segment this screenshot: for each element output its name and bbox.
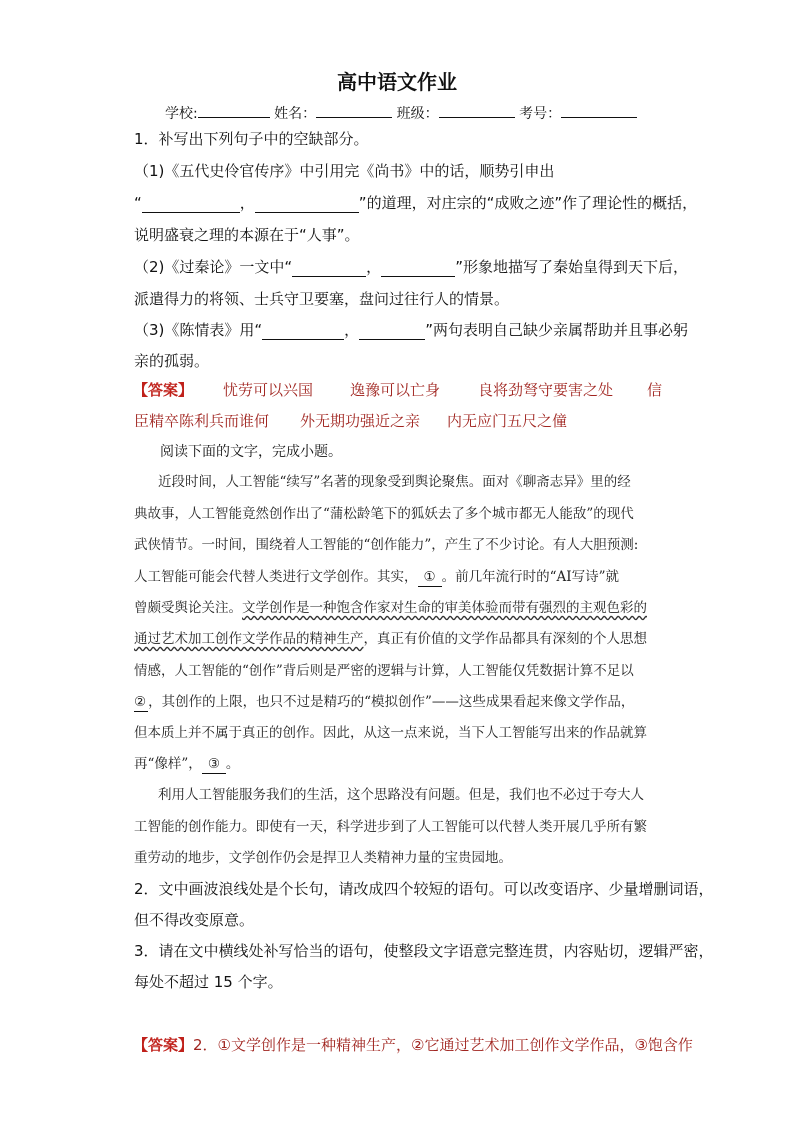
wavy-long-sentence-part-1: 文学创作是一种饱含作家对生命的审美体验而带有强烈的主观色彩的: [242, 600, 647, 616]
class-field[interactable]: [439, 103, 515, 118]
passage-line-5: 曾颇受舆论关注。文学创作是一种饱含作家对生命的审美体验而带有强烈的主观色彩的: [134, 600, 647, 616]
passage-line-8: ② ，其创作的上限，也只不过是精巧的“模拟创作”——这些成果看起来像文学作品，: [134, 694, 635, 710]
passage-p2-line-1: 利用人工智能服务我们的生活，这个思路没有问题。但是，我们也不必过于夸大人: [158, 787, 644, 803]
question-1-part-3-line-a: （3)《陈情表》用“ ， ”两句表明自己缺少亲属帮助并且事必躬: [134, 321, 688, 339]
passage-line-9: 但本质上并不属于真正的创作。因此，从这一点来说，当下人工智能写出来的作品就算: [134, 725, 647, 741]
blank-3[interactable]: [292, 260, 366, 277]
blank-6[interactable]: [359, 323, 425, 340]
passage-p2-line-2: 工智能的创作能力。即使有一天，科学进步到了人工智能可以代替人类开展几乎所有繁: [134, 819, 647, 835]
answer-1-item-7: 内无应门五尺之僮: [447, 412, 568, 430]
question-1-part-2-line-b: 派遣得力的将领、士兵守卫要塞，盘问过往行人的情景。: [134, 290, 510, 308]
passage-line-10: 再“像样”， ③ 。: [134, 756, 240, 772]
passage-line-3: 武侠情节。一时间，围绕着人工智能的“创作能力”，产生了不少讨论。有人大胆预测:: [134, 537, 639, 553]
passage-line-2: 典故事，人工智能竟然创作出了“蒲松龄笔下的狐妖去了多个城市都无人能敌”的现代: [134, 506, 634, 522]
school-label: 学校:: [165, 106, 198, 122]
question-1-part-1-line-a: （1)《五代史伶官传序》中引用完《尚书》中的话，顺势引申出: [134, 162, 555, 180]
blank-1[interactable]: [142, 196, 240, 213]
question-3-line-2: 每处不超过 15 个字。: [134, 973, 283, 991]
question-3-line-1: 3．请在文中横线处补写恰当的语句，使整段文字语意完整连贯，内容贴切，逻辑严密，: [134, 942, 714, 960]
passage-line-1: 近段时间，人工智能“续写”名著的现象受到舆论聚焦。面对《聊斋志异》里的经: [158, 474, 631, 490]
blank-5[interactable]: [262, 323, 344, 340]
passage-line-4: 人工智能可能会代替人类进行文学创作。其实， ① 。前几年流行时的“AI写诗”就: [134, 569, 619, 585]
number-label: 考号：: [519, 106, 562, 122]
passage-line-7: 情感，人工智能的“创作”背后则是严密的逻辑与计算，人工智能仅凭数据计算不足以: [134, 663, 634, 679]
question-1-part-3-line-b: 亲的孤弱。: [134, 352, 210, 370]
answer-1-item-2: 逸豫可以亡身: [350, 381, 441, 399]
blank-4[interactable]: [381, 260, 455, 277]
school-field[interactable]: [198, 103, 270, 118]
answer-1-item-4: 信: [647, 381, 663, 399]
answer-1-item-1: 忧劳可以兴国: [223, 381, 314, 399]
passage-p2-line-3: 重劳动的地步，文学创作仍会是捍卫人类精神力量的宝贵园地。: [134, 850, 512, 866]
answer-2-text: 2．①文学创作是一种精神生产，②它通过艺术加工创作文学作品，③饱含作: [193, 1036, 693, 1054]
question-1-part-2-line-a: （2)《过秦论》一文中“ ， ”形象地描写了秦始皇得到天下后，: [134, 258, 688, 276]
class-label: 班级：: [396, 106, 439, 122]
answer-1-item-6: 外无期功强近之亲: [300, 412, 421, 430]
answer-1-label: 【答案】: [133, 381, 194, 399]
question-1-part-1-line-b: “ ， ”的道理，对庄宗的“成败之迹”作了理论性的概括，: [134, 194, 698, 212]
blank-2[interactable]: [255, 196, 359, 213]
name-field[interactable]: [316, 103, 392, 118]
wavy-long-sentence-part-2: 通过艺术加工创作文学作品的精神生产: [134, 631, 364, 647]
blank-marker-3[interactable]: ③: [202, 755, 226, 774]
page-title: 高中语文作业: [337, 70, 457, 94]
answer-1-item-5: 臣精卒陈利兵而谁何: [134, 412, 270, 430]
question-2-line-1: 2．文中画波浪线处是个长句，请改成四个较短的语句。可以改变语序、少量增删词语，: [134, 880, 714, 898]
question-1-stem: 1．补写出下列句子中的空缺部分。: [134, 130, 369, 148]
reading-instruction: 阅读下面的文字，完成小题。: [160, 444, 342, 460]
passage-line-6: 通过艺术加工创作文学作品的精神生产，真正有价值的文学作品都具有深刻的个人思想: [134, 631, 647, 647]
answer-1-item-3: 良将劲弩守要害之处: [478, 381, 614, 399]
answer-2-line: [133, 1035, 693, 1055]
question-1-part-1-line-c: 说明盛衰之理的本源在于“人事”。: [134, 226, 360, 244]
number-field[interactable]: [561, 103, 637, 118]
name-label: 姓名：: [274, 106, 317, 122]
blank-marker-1[interactable]: ①: [418, 568, 442, 587]
question-2-line-2: 但不得改变原意。: [134, 911, 255, 929]
student-info-line: [165, 103, 637, 123]
blank-marker-2[interactable]: ②: [134, 694, 147, 710]
answer-2-label: 【答案】: [133, 1036, 194, 1054]
